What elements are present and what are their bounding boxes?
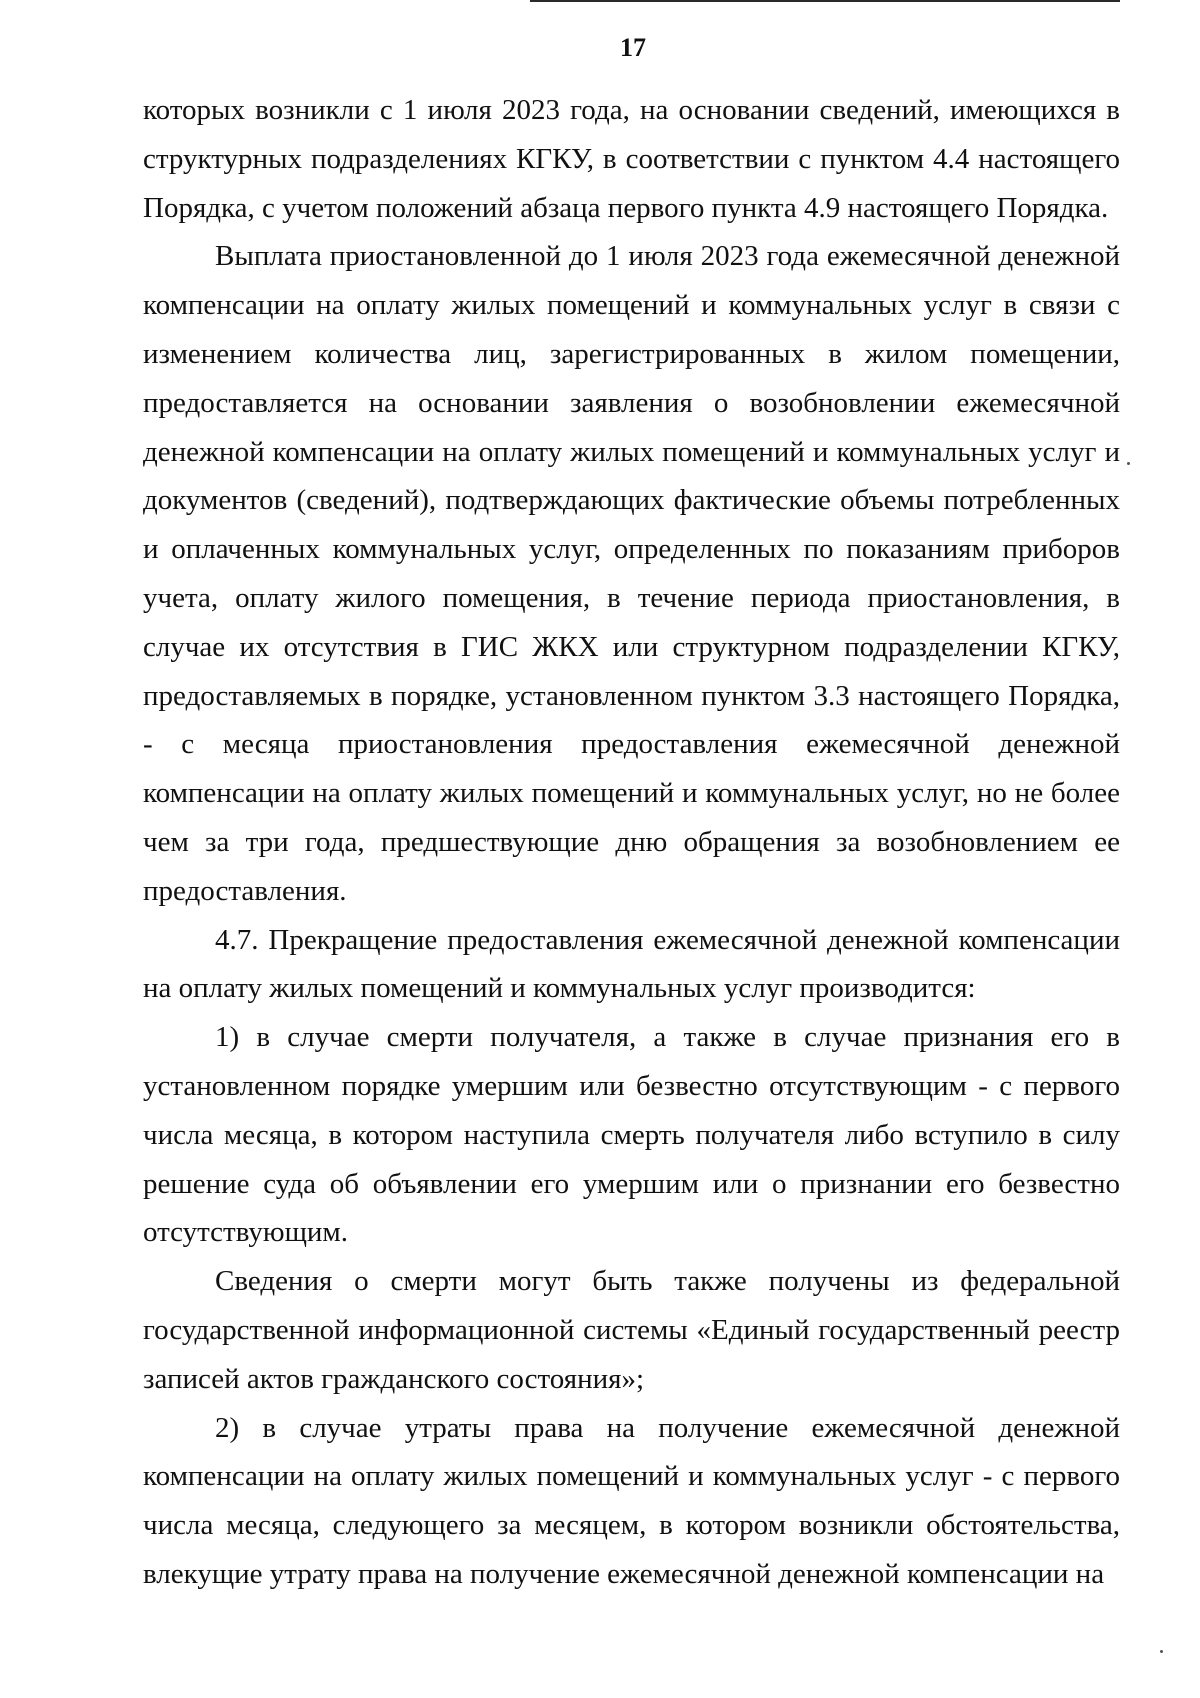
paragraph-item-2-loss-of-right: 2) в случае утраты права на получение ежемесячной денежной компенсации на оплату жилых помещений и коммунальных услуг - с первого числа месяца, следующего за месяцем, в котором возникли обстоятельства, влекущие утрату права на получение ежемесячной денежной компенсации на xyxy=(143,1411,1120,1590)
paragraph-continuation: которых возникли с 1 июля 2023 года, на основании сведений, имеющихся в структурных подразделениях КГКУ, в соответствии с пунктом 4.4 настоящего Порядка, с учетом положений абзаца первого пункта 4.9 настоящего Порядка. xyxy=(143,94,1120,224)
top-border-line xyxy=(530,0,1120,2)
paragraph-4-7-termination: 4.7. Прекращение предоставления ежемесячной денежной компенсации на оплату жилых помещений и коммунальных услуг производится: xyxy=(143,923,1120,1005)
scan-speck xyxy=(1160,1650,1163,1653)
document-body xyxy=(143,86,1120,1599)
paragraph-death-records: Сведения о смерти могут быть также получены из федеральной государственной информационной системы «Единый государственный реестр записей актов гражданского состояния»; xyxy=(143,1265,1120,1395)
paragraph-payment-resumption: Выплата приостановленной до 1 июля 2023 года ежемесячной денежной компенсации на оплату жилых помещений и коммунальных услуг в связи с изменением количества лиц, зарегистрированных в жилом помещении, предоставляется на основании заявления о возобновлении ежемесячной денежной компенсации на оплату жилых помещений и коммунальных услуг и документов (сведений), подтверждающих фактические объемы потребленных и оплаченных коммунальных услуг, определенных по показаниям приборов учета, оплату жилого помещения, в течение периода приостановления, в случае их отсутствия в ГИС ЖКХ или структурном подразделении КГКУ, предоставляемых в порядке, установленном пунктом 3.3 настоящего Порядка, - с месяца приостановления предоставления ежемесячной денежной компенсации на оплату жилых помещений и коммунальных услуг, но не более чем за три года, предшествующие дню обращения за возобновлением ее предоставления. xyxy=(143,240,1120,907)
paragraph-item-1-death: 1) в случае смерти получателя, а также в случае признания его в установленном порядке умершим или безвестно отсутствующим - с первого числа месяца, в котором наступила смерть получателя либо вступило в силу решение суда об объявлении его умершим или о признании его безвестно отсутствующим. xyxy=(143,1021,1120,1249)
page-number: 17 xyxy=(620,33,646,62)
scan-speck xyxy=(1127,462,1130,465)
